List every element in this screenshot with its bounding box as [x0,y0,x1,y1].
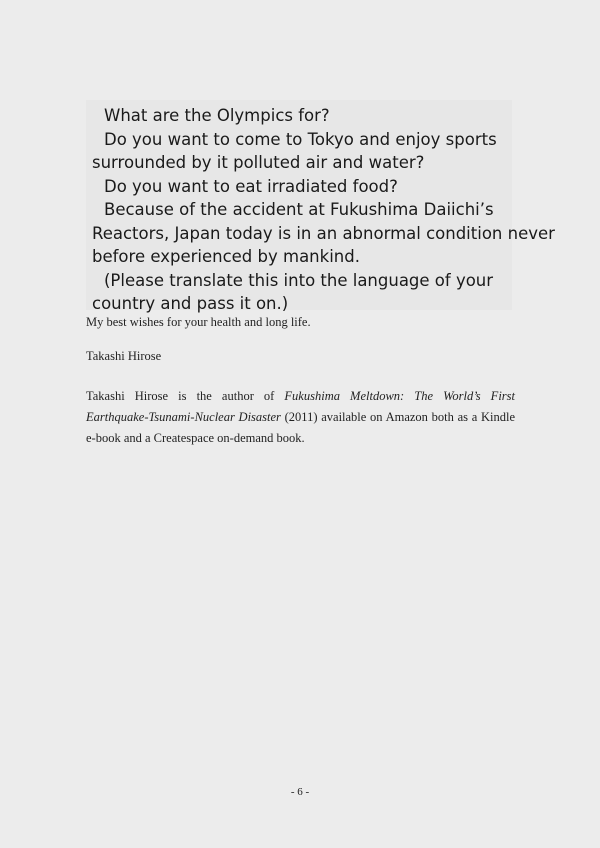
author-bio [86,386,515,449]
bio-line [86,407,515,428]
book-title: Fukushima Meltdown: The World’s First [284,389,515,403]
callout-line: before experienced by mankind. [92,247,360,266]
book-title: Earthquake-Tsunami-Nuclear Disaster [86,410,281,424]
page-number: - 6 - [290,786,310,798]
bio-text: Takashi Hirose is the author of [86,389,285,403]
bio-line: e-book and a Createspace on-demand book. [86,431,305,445]
author-signature: Takashi Hirose [86,349,162,363]
callout-line: Do you want to eat irradiated food? [104,176,398,196]
callout-text [92,104,555,316]
callout-line: What are the Olympics for? [104,106,330,125]
bio-line [86,386,515,407]
callout-line: surrounded by it polluted air and water? [92,153,425,172]
bio-text: (2011) available on Amazon both as a Kindle [280,410,515,424]
callout-line: country and pass it on.) [92,294,289,313]
callout-line: Because of the accident at Fukushima Daiichi’s [104,200,494,219]
callout-line: Reactors, Japan today is in an abnormal condition never [92,223,555,243]
callout-line: (Please translate this into the language of your [104,270,494,290]
closing-wishes: My best wishes for your health and long life. [86,315,311,329]
callout-line: Do you want to come to Tokyo and enjoy sports [104,129,497,149]
